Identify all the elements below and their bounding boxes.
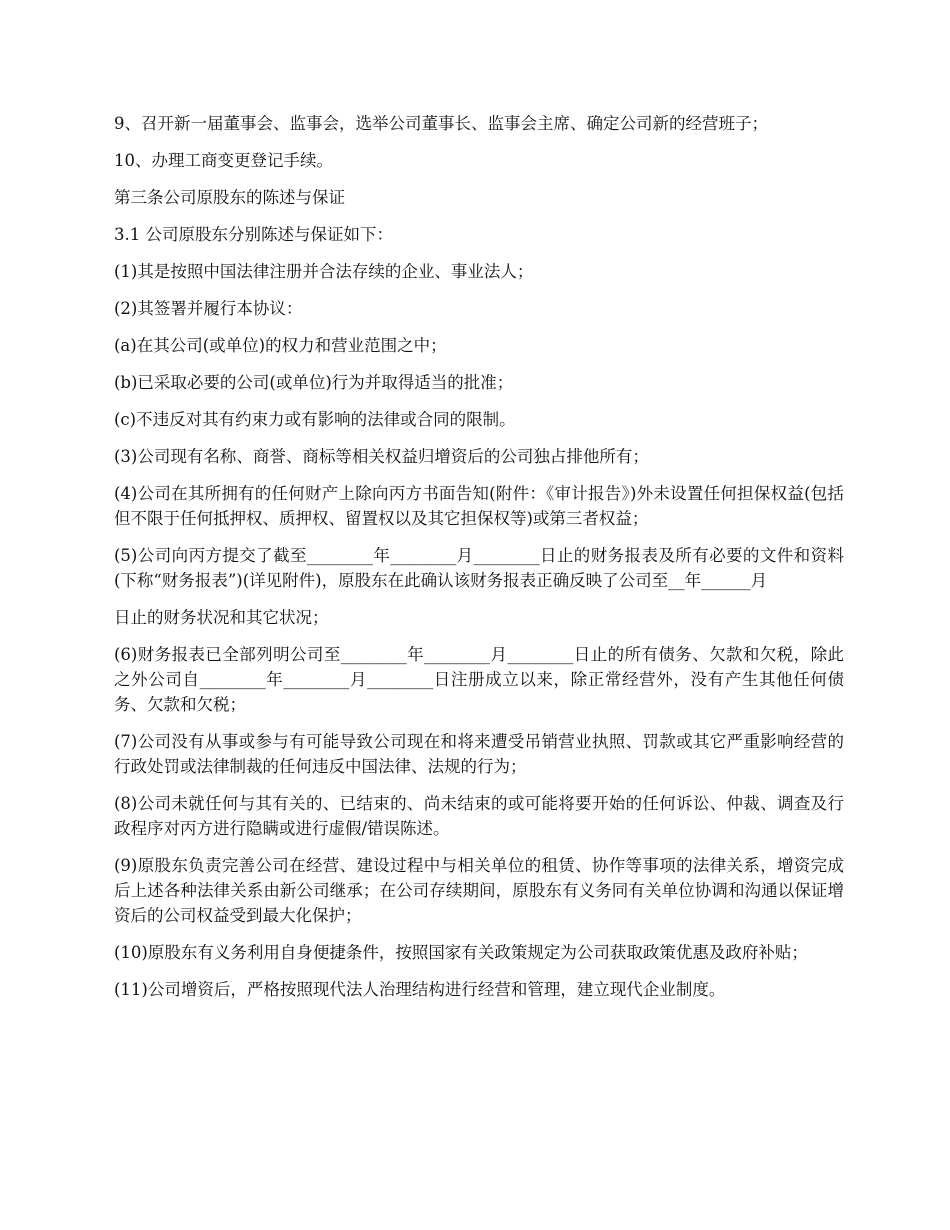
paragraph-clause-2b: (b)已采取必要的公司(或单位)行为并取得适当的批准； <box>114 373 514 392</box>
paragraph-item-9-meeting: 9、召开新一届董事会、监事会，选举公司董事长、监事会主席、确定公司新的经营班子； <box>114 114 768 133</box>
paragraph-clause-5-continued: 日止的财务状况和其它状况； <box>114 608 329 627</box>
paragraph-clause-1: (1)其是按照中国法律注册并合法存续的企业、事业法人； <box>114 262 534 281</box>
paragraph-clause-2: (2)其签署并履行本协议： <box>114 299 303 318</box>
paragraph-clause-2c: (c)不违反对其有约束力或有影响的法律或合同的限制。 <box>114 410 516 429</box>
paragraph-item-10-registration: 10、办理工商变更登记手续。 <box>114 151 333 170</box>
section-heading-article-3: 第三条公司原股东的陈述与保证 <box>114 188 345 207</box>
paragraph-clause-3-1: 3.1 公司原股东分别陈述与保证如下： <box>114 225 393 244</box>
paragraph-clause-8: (8)公司未就任何与其有关的、已结束的、尚未结束的或可能将要开始的任何诉讼、仲裁、调查及行政程序对丙方进行隐瞒或进行虚假/错误陈述。 <box>114 794 844 838</box>
paragraph-clause-5: (5)公司向丙方提交了截至________年________月________日止的财务报表及所有必要的文件和资料(下称“财务报表”)(详见附件)，原股东在此确认该财务报表正确反映了公司至__年______月 <box>114 546 844 590</box>
paragraph-clause-7: (7)公司没有从事或参与有可能导致公司现在和将来遭受吊销营业执照、罚款或其它严重影响经营的行政处罚或法律制裁的任何违反中国法律、法规的行为； <box>114 732 844 776</box>
paragraph-clause-3: (3)公司现有名称、商誉、商标等相关权益归增资后的公司独占排他所有； <box>114 447 649 466</box>
paragraph-clause-2a: (a)在其公司(或单位)的权力和营业范围之中； <box>114 336 447 355</box>
paragraph-clause-9: (9)原股东负责完善公司在经营、建设过程中与相关单位的租赁、协作等事项的法律关系，增资完成后上述各种法律关系由新公司继承；在公司存续期间，原股东有义务同有关单位协调和沟通以保证增资后的公司权益受到最大化保护； <box>114 856 844 925</box>
paragraph-clause-6: (6)财务报表已全部列明公司至________年________月________日止的所有债务、欠款和欠税，除此之外公司自________年________月________日注册成立以来，除正常经营外，没有产生其他任何债务、欠款和欠税； <box>114 645 844 714</box>
paragraph-clause-4: (4)公司在其所拥有的任何财产上除向丙方书面告知(附件：《审计报告》)外未设置任何担保权益(包括但不限于任何抵押权、质押权、留置权以及其它担保权等)或第三者权益； <box>114 484 844 528</box>
paragraph-clause-11: (11)公司增资后，严格按照现代法人治理结构进行经营和管理，建立现代企业制度。 <box>114 980 726 999</box>
document-body <box>114 111 844 1014</box>
paragraph-clause-10: (10)原股东有义务利用自身便捷条件，按照国家有关政策规定为公司获取政策优惠及政府补贴； <box>114 943 808 962</box>
